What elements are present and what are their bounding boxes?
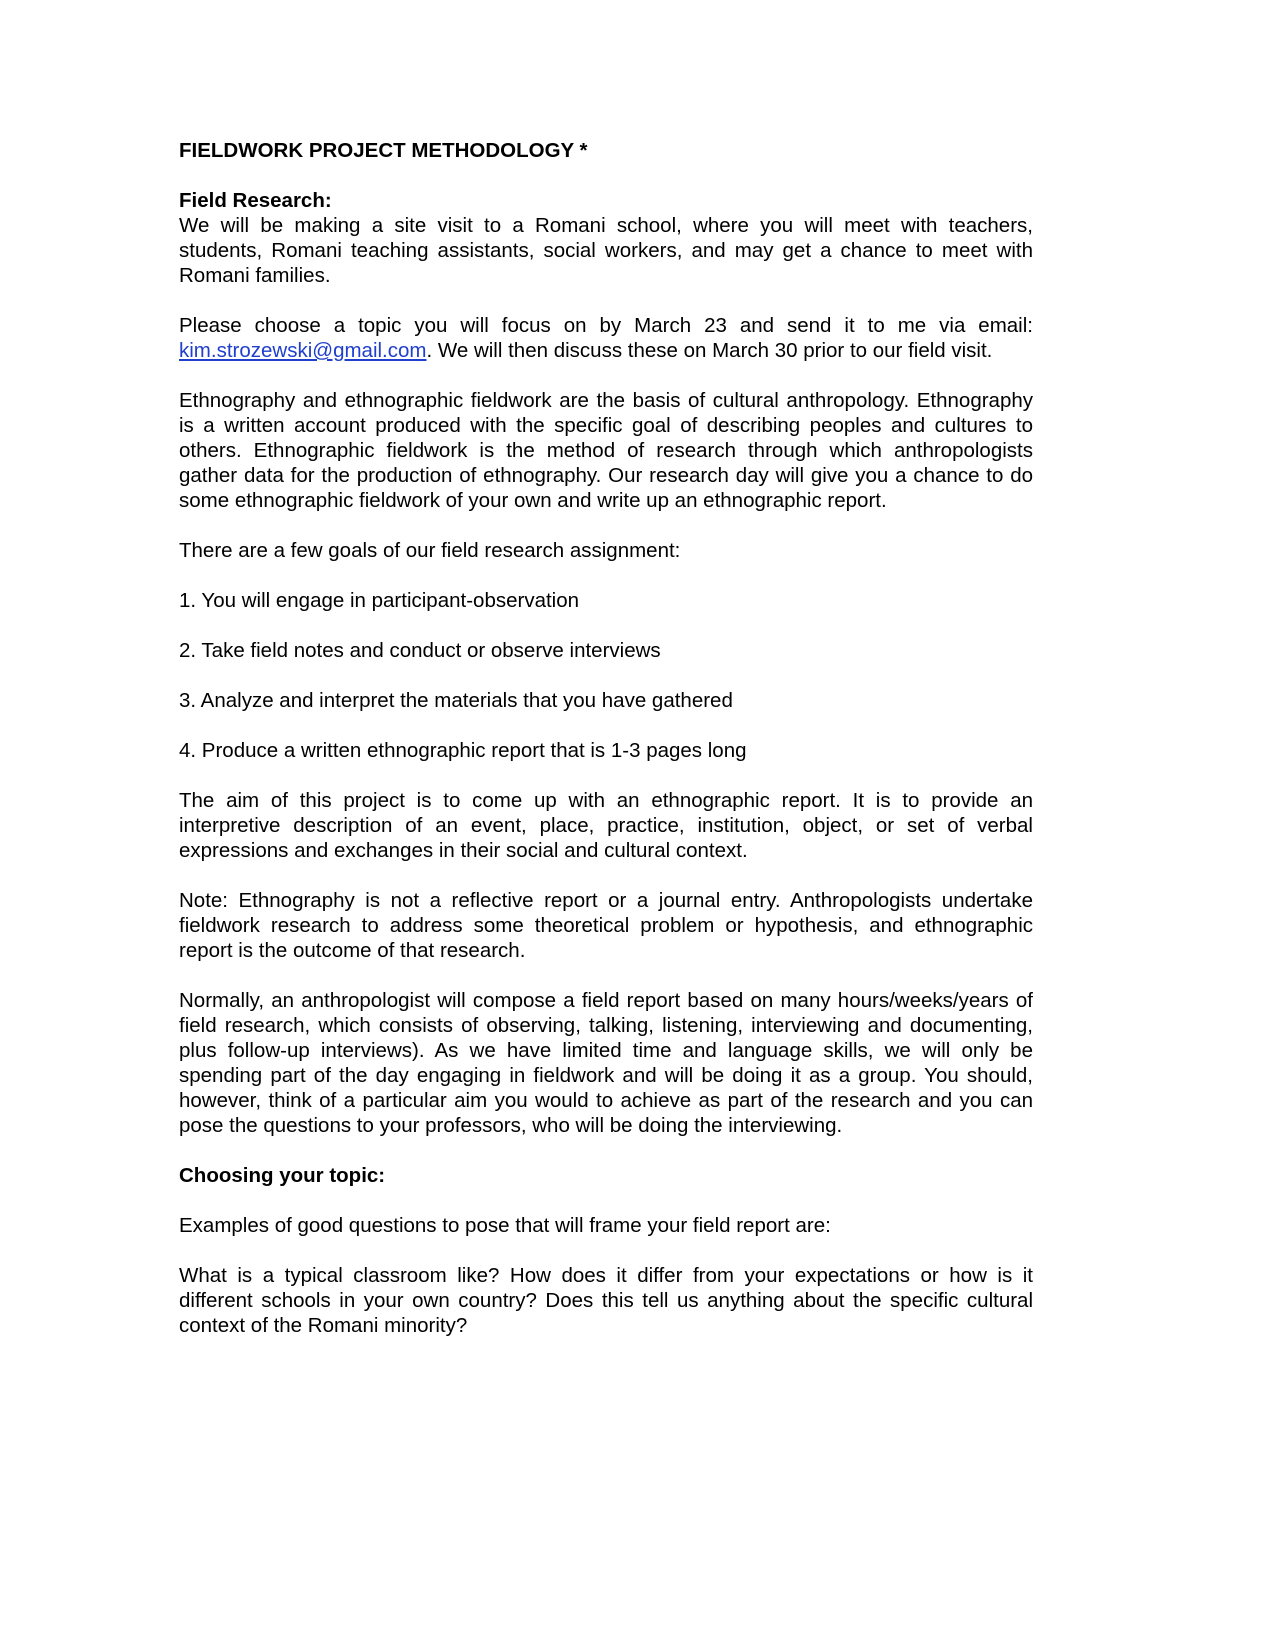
goal-item: 3. Analyze and interpret the materials that you have gathered: [179, 689, 733, 712]
goal-item: 1. You will engage in participant-observation: [179, 589, 580, 612]
goal-item: 2. Take field notes and conduct or observe interviews: [179, 639, 661, 662]
field-research-heading: Field Research:: [179, 189, 332, 212]
intro-paragraph: We will be making a site visit to a Romani school, where you will meet with teachers, students, Romani teaching assistants, social workers, and may get a chance to meet with Romani families.: [179, 214, 1033, 287]
topic-paragraph-text-start: Please choose a topic you will focus on by March 23 and send it to me via email:: [179, 314, 1033, 337]
ethnography-paragraph: Ethnography and ethnographic fieldwork are the basis of cultural anthropology. Ethnography is a written account produced with the specific goal of describing peoples and cultures to others. Ethnographic fieldwork is the method of research through which anthropologists gather data for the production of ethnography. Our research day will give you a chance to do some ethnographic fieldwork of your own and write up an ethnographic report.: [179, 389, 1033, 512]
document-page: [179, 138, 1033, 1338]
normally-paragraph: Normally, an anthropologist will compose a field report based on many hours/weeks/years of field research, which consists of observing, talking, listening, interviewing and documenting, plus follow-up interviews). As we have limited time and language skills, we will only be spending part of the day engaging in fieldwork and will be doing it as a group. You should, however, think of a particular aim you would to achieve as part of the research and you can pose the questions to your professors, who will be doing the interviewing.: [179, 989, 1033, 1137]
document-title: FIELDWORK PROJECT METHODOLOGY *: [179, 139, 588, 162]
aim-paragraph: The aim of this project is to come up with an ethnographic report. It is to provide an interpretive description of an event, place, practice, institution, object, or set of verbal expressions and exchanges in their social and cultural context.: [179, 789, 1033, 862]
email-link[interactable]: kim.strozewski@gmail.com: [179, 339, 427, 362]
topic-paragraph: [179, 313, 1033, 363]
examples-intro: Examples of good questions to pose that will frame your field report are:: [179, 1214, 831, 1237]
goal-item: 4. Produce a written ethnographic report that is 1-3 pages long: [179, 739, 747, 762]
classroom-question: What is a typical classroom like? How does it differ from your expectations or how is it different schools in your own country? Does this tell us anything about the specific cultural context of the Romani minority?: [179, 1264, 1033, 1337]
choosing-topic-heading: Choosing your topic:: [179, 1164, 386, 1187]
note-paragraph: Note: Ethnography is not a reflective report or a journal entry. Anthropologists undertake fieldwork research to address some theoretical problem or hypothesis, and ethnographic report is the outcome of that research.: [179, 889, 1033, 962]
topic-paragraph-text-end: . We will then discuss these on March 30 prior to our field visit.: [426, 339, 993, 362]
goals-intro: There are a few goals of our field research assignment:: [179, 539, 681, 562]
